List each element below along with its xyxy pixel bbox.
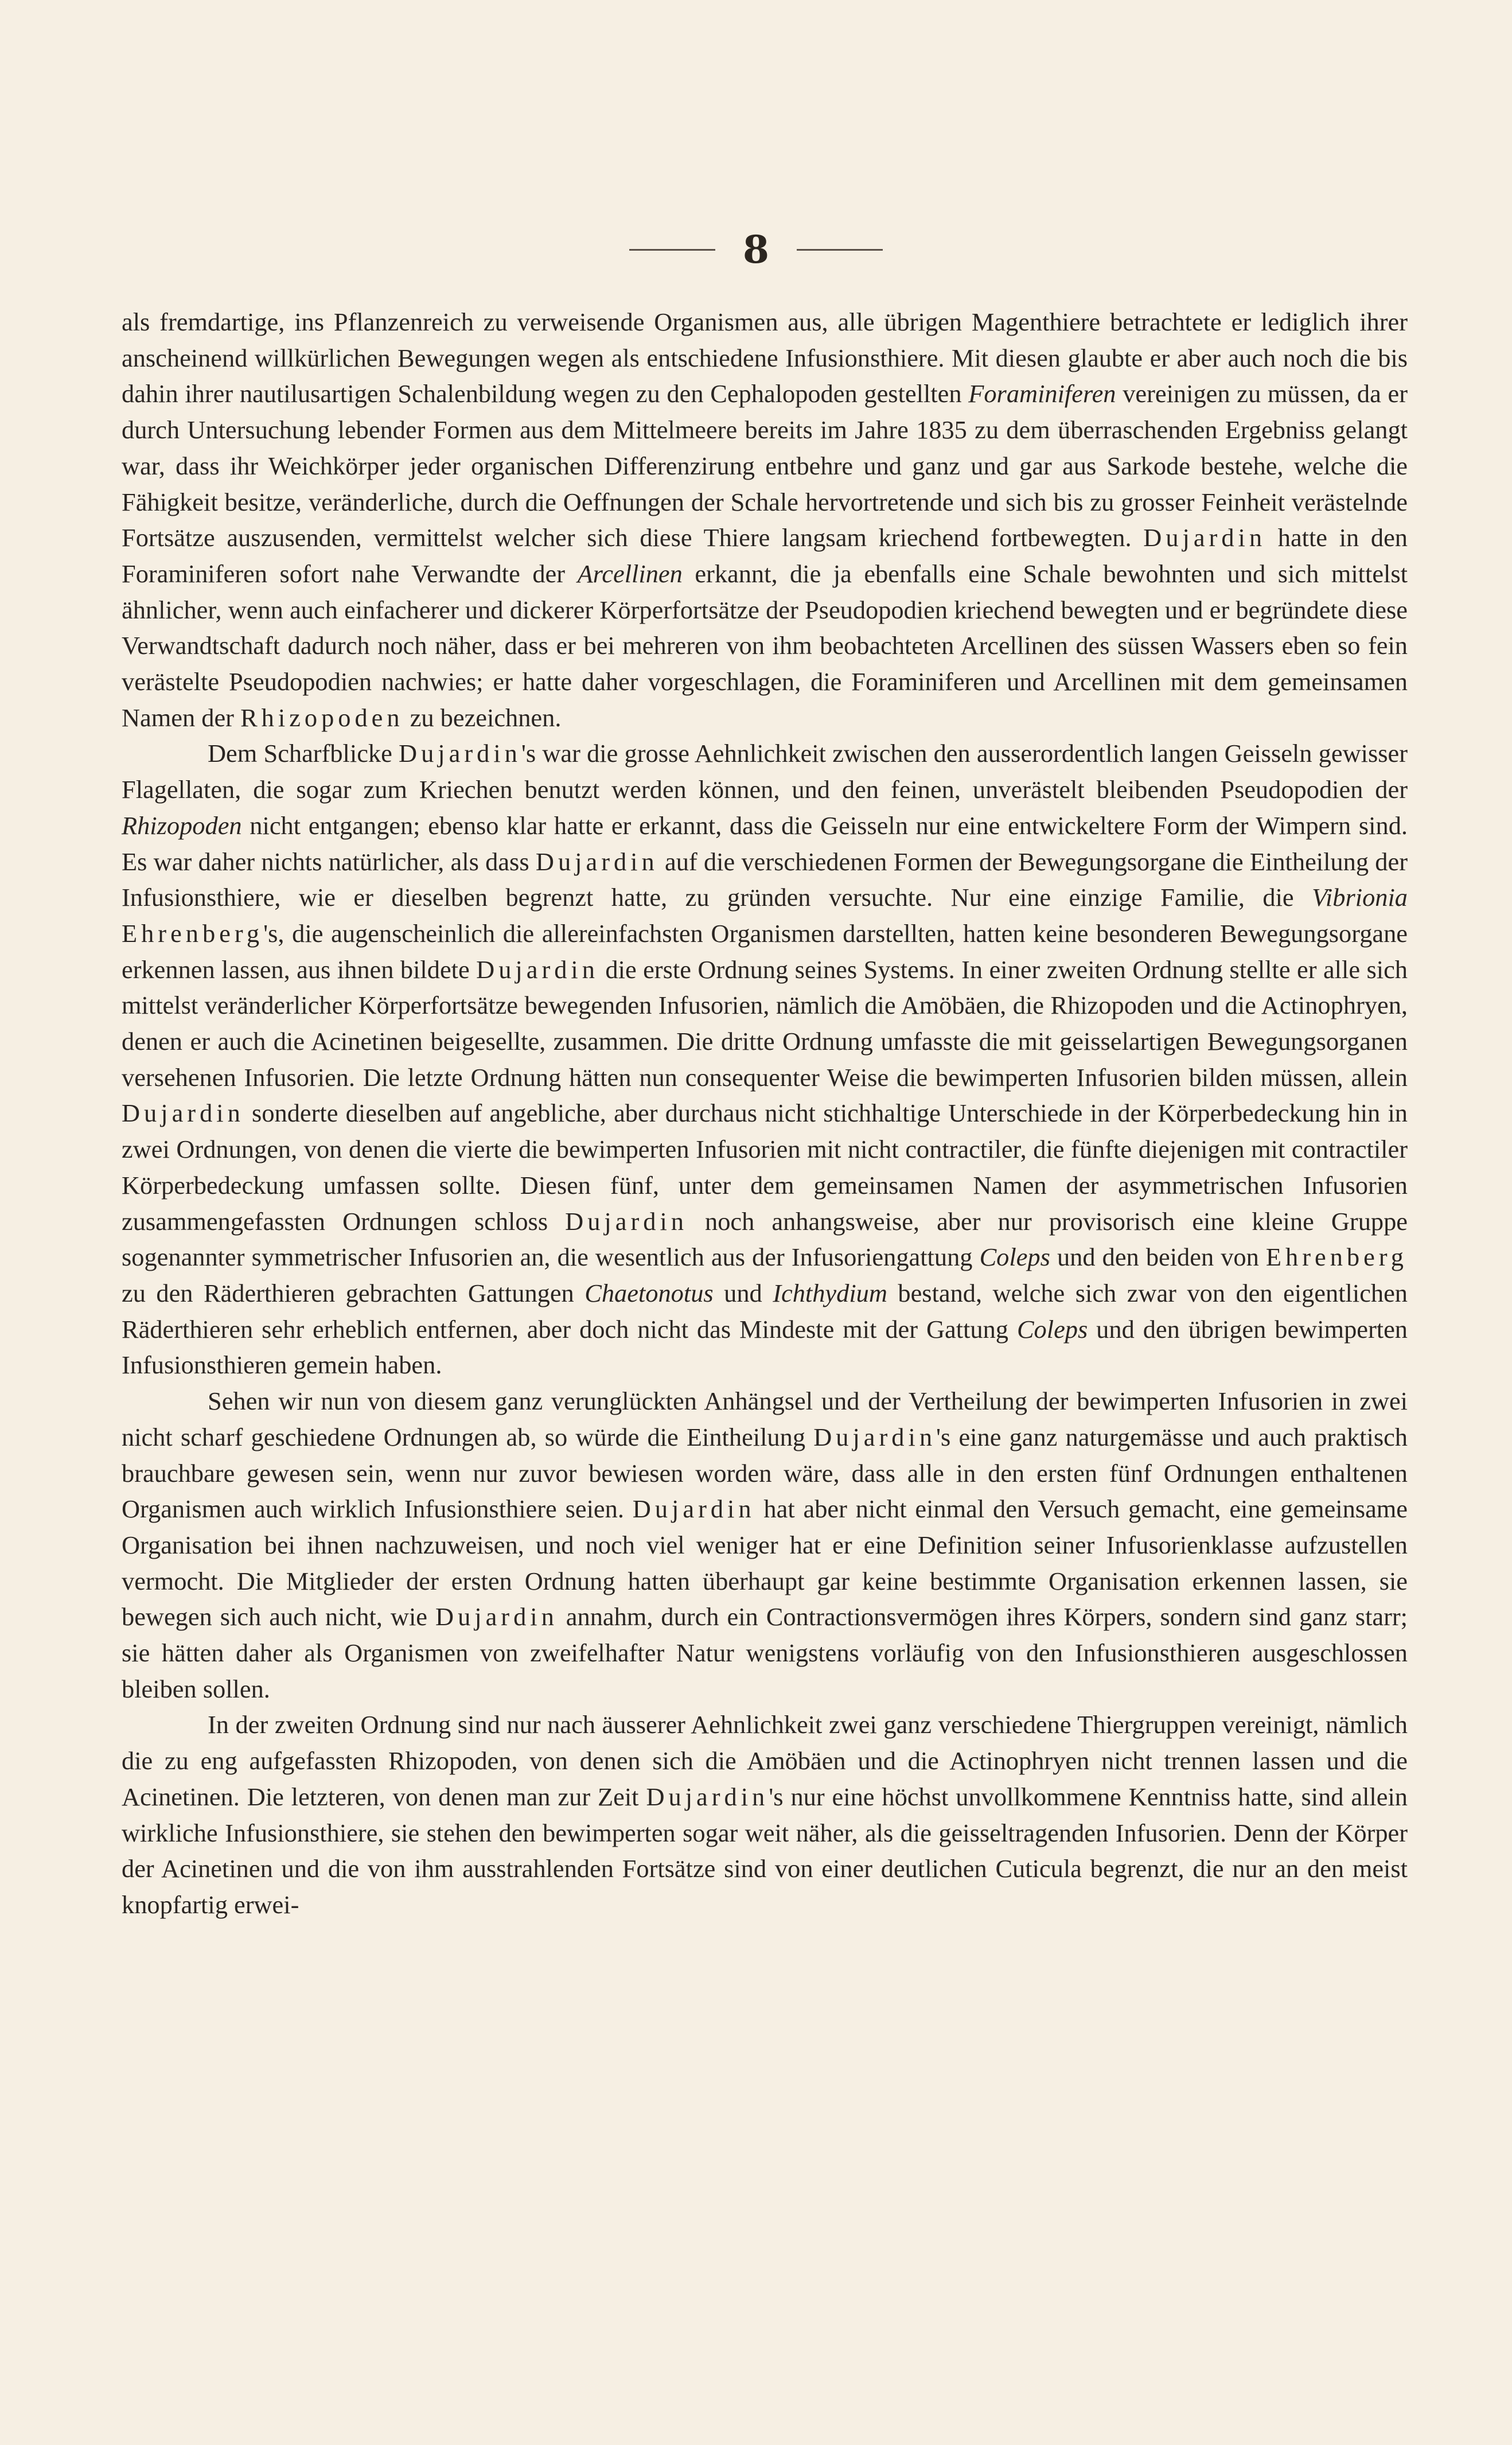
italic-term: Coleps <box>1016 1314 1088 1344</box>
spaced-name: Dujardin <box>1143 523 1267 552</box>
spaced-name: Dujardin <box>535 847 658 876</box>
text-run: vereinigen zu müssen, da er durch Untersuchung lebender Formen aus dem Mittelmeere bereits im Jahre 1835 zu dem überraschenden Ergebniss gelangt war, dass ihr Weichkörper jeder organischen Differenzirung entbehre und ganz und gar aus Sarkode bestehe, welche die Fähigkeit besitze, veränderliche, durch die Oeffnungen der Schale hervortretende und sich bis zu grosser Feinheit verästelnde Fortsätze auszusenden, vermittelst welcher sich diese Thiere langsam kriechend fortbewegten. <box>122 379 1408 552</box>
text-run: 's eine ganz naturgemässe und auch praktisch brauchbare gewesen sein, wenn nur zuvor bewiesen worden wäre, dass alle in den ersten fünf Ordnungen enthaltenen Organismen auch wirklich Infusionsthiere seien. <box>122 1422 1408 1524</box>
text-run: hat aber nicht einmal den Versuch gemacht, eine gemeinsame Organisation bei ihnen nachzuweisen, und noch viel weniger hat er eine Definition seiner Infusorienklasse aufzustellen vermocht. Die Mitglieder der ersten Ordnung hatten überhaupt gar keine bestimmte Organisation erkennen lassen, sie bewegen sich auch nicht, wie <box>122 1494 1408 1632</box>
spaced-name: Dujardin <box>565 1206 688 1236</box>
text-run: auf die verschiedenen Formen der Bewegungsorgane die Eintheilung der Infusionsthiere, wie er dieselben begrenzt hatte, zu gründen versuchte. Nur eine einzige Familie, die <box>122 847 1408 912</box>
italic-term: Rhizopoden <box>122 811 242 840</box>
text-run: hatte in den Foraminiferen sofort nahe Verwandte der <box>122 523 1408 588</box>
spaced-name: Dujardin <box>632 1494 755 1524</box>
text-run: sonderte dieselben auf angebliche, aber durchaus nicht stichhaltige Unterschiede in der Körperbedeckung hin in zwei Ordnungen, von denen die vierte die bewimperten Infusorien mit nicht contractiler, die fünfte diejenigen mit contractiler Körperbedeckung umfassen sollte. Diesen fünf, unter dem gemeinsamen Namen der asymmetrischen Infusorien zusammengefassten Ordnungen schloss <box>122 1099 1408 1236</box>
page-header <box>0 227 1512 272</box>
text-run: und den übrigen bewimperten Infusionsthieren gemein haben. <box>122 1314 1408 1380</box>
text-run: als fremdartige, ins Pflanzenreich zu verweisende Organismen aus, alle übrigen Magenthiere betrachtete er lediglich ihrer anscheinend willkürlichen Bewegungen wegen als entschiedene Infusionsthiere. Mit diesen glaubte er aber auch noch die bis dahin ihrer nautilusartigen Schalenbildung wegen zu den Cephalopoden gestellten <box>122 307 1408 408</box>
text-run: und <box>713 1278 773 1307</box>
spaced-name: Dujardin <box>435 1602 558 1632</box>
text-run: die erste Ordnung seines Systems. In einer zweiten Ordnung stellte er alle sich mittelst veränderlicher Körperfortsätze bewegenden Infusorien, nämlich die Amöbäen, die Rhizopoden und die Actinophryen, denen er auch die Acinetinen beigesellte, zusammen. Die dritte Ordnung umfasste die mit geisselartigen Bewegungsorganen versehenen Infusorien. Die letzte Ordnung hätten nun consequenter Weise die bewimperten Infusorien bilden müssen, allein <box>122 955 1408 1092</box>
spaced-name: Dujardin <box>399 739 521 768</box>
text-run: In der zweiten Ordnung sind nur nach äusserer Aehnlichkeit zwei ganz verschiedene Thiergruppen vereinigt, nämlich die zu eng aufgefassten Rhizopoden, von denen sich die Amöbäen und die Actinophryen nicht trennen lassen und die Acinetinen. Die letzteren, von denen man zur Zeit <box>122 1710 1408 1811</box>
text-run: Sehen wir nun von diesem ganz verunglückten Anhängsel und der Vertheilung der bewimperten Infusorien in zwei nicht scharf geschiedene Ordnungen ab, so würde die Eintheilung <box>122 1387 1408 1451</box>
text-run: und den beiden von <box>1050 1243 1266 1272</box>
body-text <box>122 304 1408 1923</box>
text-run: zu bezeichnen. <box>403 703 562 732</box>
text-run: erkannt, die ja ebenfalls eine Schale bewohnten und sich mittelst ähnlicher, wenn auch einfacherer und dickerer Körperfortsätze der Pseudopodien kriechend bewegten und er begründete diese Verwandtschaft dadurch noch näher, dass er bei mehreren von ihm beobachteten Arcellinen des süssen Wassers eben so fein verästelte Pseudopodien nachwies; er hatte daher vorgeschlagen, die Foraminiferen und Arcellinen mit dem gemeinsamen Namen der <box>122 559 1408 732</box>
text-run: bestand, welche sich zwar von den eigentlichen Räderthieren sehr erheblich entfernen, aber doch nicht das Mindeste mit der Gattung <box>122 1278 1408 1344</box>
paragraph-4 <box>122 1707 1408 1922</box>
paragraph-3 <box>122 1383 1408 1707</box>
italic-term: Chaetonotus <box>584 1278 714 1307</box>
spaced-name: Ehrenberg <box>122 918 264 948</box>
text-run: zu den Räderthieren gebrachten Gattungen <box>122 1278 585 1307</box>
text-run: 's, die augenscheinlich die allereinfachsten Organismen darstellten, hatten keine besonderen Bewegungsorgane erkennen lassen, aus ihnen bildete <box>122 918 1408 984</box>
text-run: noch anhangsweise, aber nur provisorisch eine kleine Gruppe sogenannter symmetrischer Infusorien an, die wesentlich aus der Infusoriengattung <box>122 1206 1408 1272</box>
header-rule-right <box>797 249 883 251</box>
italic-term: Vibrionia <box>1312 883 1408 912</box>
page-number: 8 <box>743 227 769 272</box>
text-run: Dem Scharfblicke <box>208 739 399 768</box>
text-run: 's war die grosse Aehnlichkeit zwischen den ausserordentlich langen Geisseln gewisser Flagellaten, die sogar zum Kriechen benutzt werden können, und den feinen, unverästelt bleibenden Pseudopodien der <box>122 739 1408 804</box>
header-rule-left <box>629 249 715 251</box>
spaced-name: Dujardin <box>476 955 599 984</box>
italic-term: Ichthydium <box>773 1278 887 1307</box>
text-run: annahm, durch ein Contractionsvermögen ihres Körpers, sondern sind ganz starr; sie hätten daher als Organismen von zweifelhafter Natur wenigstens vorläufig von den Infusionsthieren ausgeschlossen bleiben sollen. <box>122 1602 1408 1703</box>
text-run: nicht entgangen; ebenso klar hatte er erkannt, dass die Geisseln nur eine entwickeltere Form der Wimpern sind. Es war daher nichts natürlicher, als dass <box>122 811 1408 876</box>
spaced-name: Ehrenberg <box>1265 1243 1408 1272</box>
paragraph-2 <box>122 735 1408 1383</box>
italic-term: Foraminiferen <box>968 379 1116 408</box>
spaced-name: Rhizopoden <box>240 703 404 732</box>
spaced-name: Dujardin <box>122 1099 244 1128</box>
paragraph-1 <box>122 304 1408 735</box>
text-run: 's nur eine höchst unvollkommene Kenntniss hatte, sind allein wirkliche Infusionsthiere, sie stehen den bewimperten sogar weit näher, als die geisseltragenden Infusorien. Denn der Körper der Acinetinen und die von ihm ausstrahlenden Fortsätze sind von einer deutlichen Cuticula begrenzt, die nur an den meist knopfartig erwei- <box>122 1782 1408 1919</box>
italic-term: Arcellinen <box>577 559 683 588</box>
spaced-name: Dujardin <box>813 1422 937 1451</box>
italic-term: Coleps <box>979 1243 1050 1272</box>
spaced-name: Dujardin <box>646 1782 769 1811</box>
